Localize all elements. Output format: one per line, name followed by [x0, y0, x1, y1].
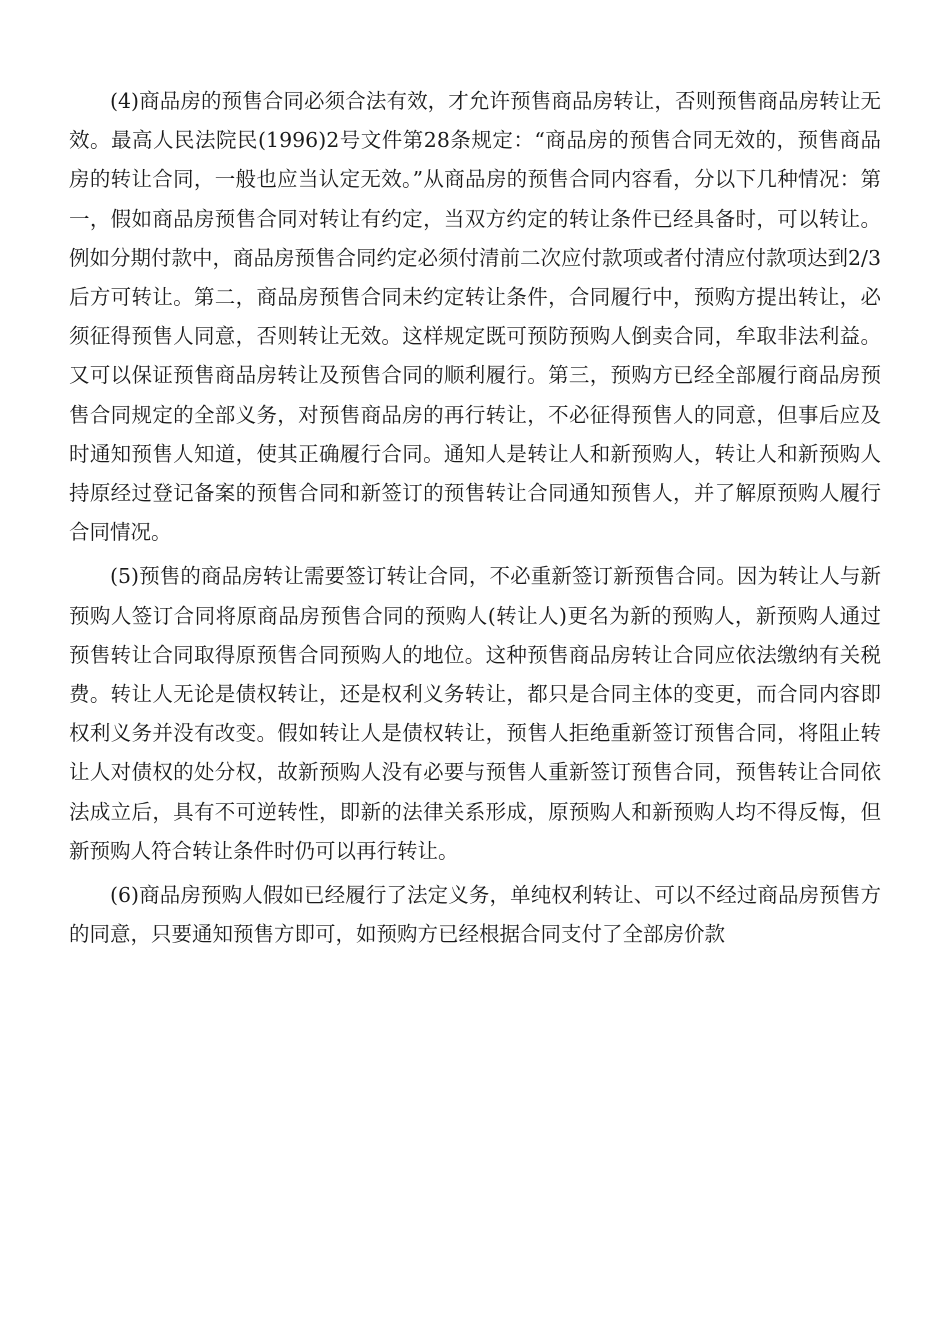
- document-body: [69, 82, 881, 959]
- paragraph-item-4: (4)商品房的预售合同必须合法有效，才允许预售商品房转让，否则预售商品房转让无效。最高人民法院民(1996)2号文件第28条规定：“商品房的预售合同无效的，预售商品房的转让合同，一般也应当认定无效。”从商品房的预售合同内容看，分以下几种情况：第一，假如商品房预售合同对转让有约定，当双方约定的转让条件已经具备时，可以转让。例如分期付款中，商品房预售合同约定必须付清前二次应付款项或者付清应付款项达到2/3后方可转让。第二，商品房预售合同未约定转让条件，合同履行中，预购方提出转让，必须征得预售人同意，否则转让无效。这样规定既可预防预购人倒卖合同，牟取非法利益。又可以保证预售商品房转让及预售合同的顺利履行。第三，预购方已经全部履行商品房预售合同规定的全部义务，对预售商品房的再行转让，不必征得预售人的同意，但事后应及时通知预售人知道，使其正确履行合同。通知人是转让人和新预购人，转让人和新预购人持原经过登记备案的预售合同和新签订的预售转让合同通知预售人，并了解原预购人履行合同情况。: [69, 89, 881, 545]
- paragraph-item-6: (6)商品房预购人假如已经履行了法定义务，单纯权利转让、可以不经过商品房预售方的同意，只要通知预售方即可，如预购方已经根据合同支付了全部房价款: [69, 883, 881, 947]
- paragraph-item-5: (5)预售的商品房转让需要签订转让合同，不必重新签订新预售合同。因为转让人与新预购人签订合同将原商品房预售合同的预购人(转让人)更名为新的预购人，新预购人通过预售转让合同取得原预售合同预购人的地位。这种预售商品房转让合同应依法缴纳有关税费。转让人无论是债权转让，还是权利义务转让，都只是合同主体的变更，而合同内容即权利义务并没有改变。假如转让人是债权转让，预售人拒绝重新签订预售合同，将阻止转让人对债权的处分权，故新预购人没有必要与预售人重新签订预售合同，预售转让合同依法成立后，具有不可逆转性，即新的法律关系形成，原预购人和新预购人均不得反悔，但新预购人符合转让条件时仍可以再行转让。: [69, 564, 881, 863]
